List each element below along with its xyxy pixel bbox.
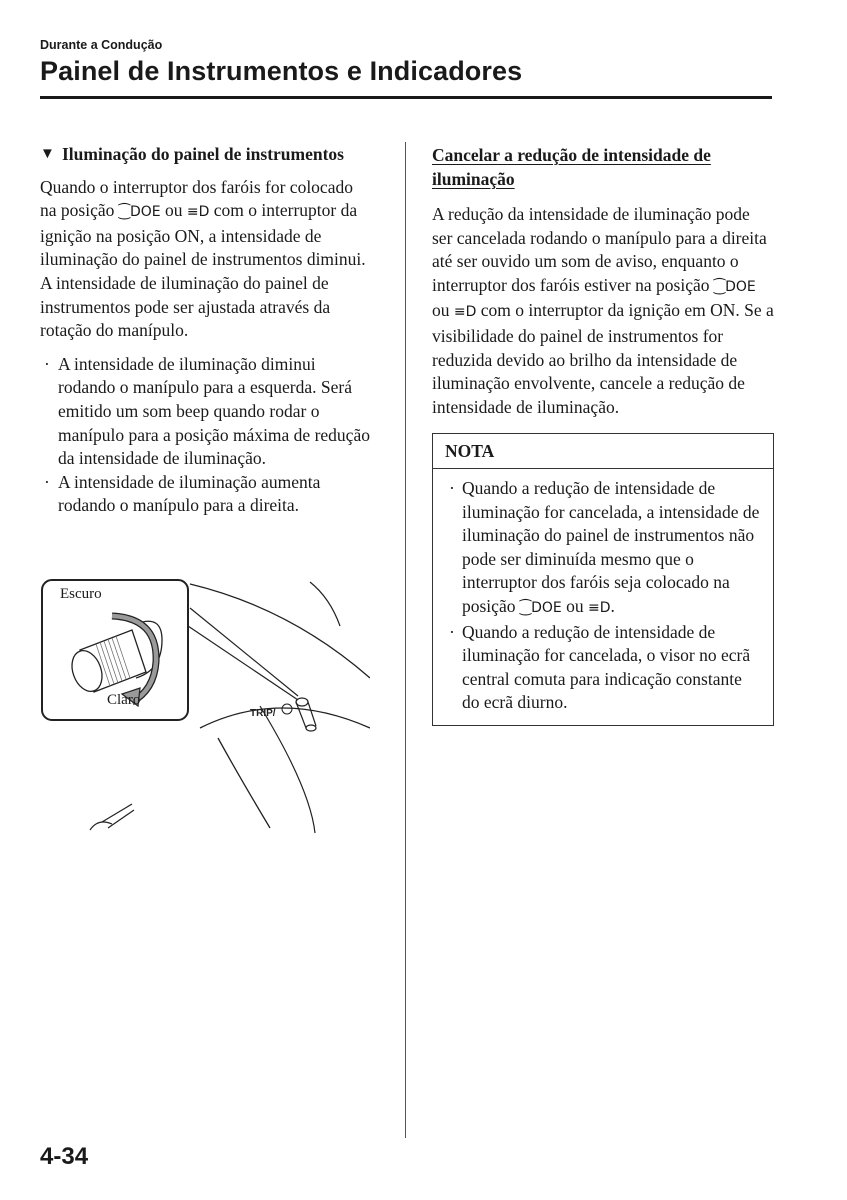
column-divider xyxy=(405,142,406,1138)
triangle-marker-icon: ▼ xyxy=(40,146,55,162)
paragraph-adjustment: A intensidade de iluminação do painel de instrumentos pode ser ajustada através da rotação do manípulo. xyxy=(40,272,331,341)
section-heading-text: Iluminação do painel de instrumentos xyxy=(62,144,344,164)
title-rule xyxy=(40,96,772,99)
label-dark: Escuro xyxy=(60,586,102,602)
dimmer-knob-illustration xyxy=(40,578,370,840)
page-title: Painel de Instrumentos e Indicadores xyxy=(40,56,523,86)
cancel-dimming-heading: Cancelar a redução de intensidade de iluminação xyxy=(432,145,711,189)
parking-light-symbol-icon: ⁐DOE xyxy=(519,599,562,616)
list-item: · Quando a redução de intensidade de iluminação for cancelada, a intensidade de iluminação do painel de instrumentos não pode ser diminuída mesmo que o interruptor dos faróis seja colocado na posição ⁐DOE ou ≡D. xyxy=(449,477,760,616)
trip-label: TRIP/ xyxy=(250,708,276,719)
list-item: · Quando a redução de intensidade de iluminação for cancelada, o visor no ecrã central comuta para indicação constante do ecrã diurno. xyxy=(449,621,751,713)
note-title: NOTA xyxy=(433,434,773,469)
parking-light-symbol-icon: ⁐DOE xyxy=(713,278,756,295)
headlight-symbol-icon: ≡D xyxy=(186,204,210,221)
list-item: · A intensidade de iluminação diminui rodando o manípulo para a esquerda. Será emitido um som beep quando rodar o manípulo para a posição máxima de redução da intensidade de iluminação. xyxy=(44,353,370,469)
adjustment-list xyxy=(40,353,370,518)
label-light: Claro xyxy=(107,692,141,708)
headlight-symbol-icon: ≡D xyxy=(588,599,611,616)
parking-light-symbol-icon: ⁐DOE xyxy=(118,204,161,221)
headlight-symbol-icon: ≡D xyxy=(453,304,477,321)
brightness-icon xyxy=(282,704,292,714)
note-box xyxy=(432,433,774,726)
note-list xyxy=(433,469,773,725)
list-item: · A intensidade de iluminação aumenta rodando o manípulo para a direita. xyxy=(44,471,321,516)
dashboard-drawing xyxy=(40,578,370,840)
left-column xyxy=(40,143,370,518)
page-number: 4-34 xyxy=(40,1143,89,1170)
right-column xyxy=(432,143,774,726)
section-label: Durante a Condução xyxy=(40,38,163,52)
paragraph-cancel-dimming: A redução da intensidade de iluminação pode ser cancelada rodando o manípulo para a direita até ser ouvido um som de aviso, enquanto o interruptor dos faróis estiver na posição ⁐DOE ou ≡D com o interruptor da ignição em ON. Se a visibilidade do painel de instrumentos for reduzida devido ao brilho da intensidade de iluminação envolvente, cancele a redução de intensidade de iluminação. xyxy=(432,204,774,417)
section-heading xyxy=(40,143,370,167)
paragraph-dimming-condition: Quando o interruptor dos faróis for colocado na posição ⁐DOE ou ≡D com o interruptor da ignição na posição ON, a intensidade de iluminação do painel de instrumentos diminui. xyxy=(40,176,366,270)
